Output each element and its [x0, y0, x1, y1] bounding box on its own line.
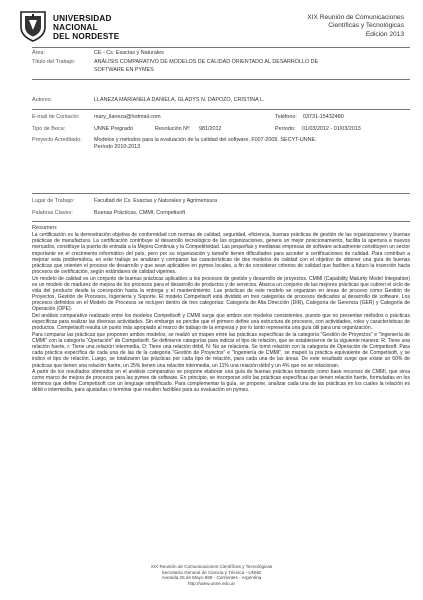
project-value-line2: Período 2010-2013	[94, 144, 141, 150]
area-value: CE - Cs. Exactas y Naturales	[94, 50, 164, 56]
title-label: Título del Trabajo:	[32, 59, 76, 65]
email-value: mary_llaneza@hotmail.com	[94, 114, 161, 120]
footer-line1: XIX Reunión de Comunicaciones Científicas y Tecnológicas	[150, 564, 273, 569]
footer-line4: http://www.unne.edu.ar	[188, 580, 235, 586]
phone-value: 03731-15432480	[303, 114, 344, 120]
abstract-paragraph: Del análisis comparativo realizado entre los modelos Competisoft y CMMI surge que ambos son modelos consistentes, puesto que no presentan métodos o prácticas específicas para realizar las diversas actividades. Sin embargo se percibe que el primero define una estructura de procesos, con actividades, roles y características de productos. Competisoft resulta un punto más apropiado al marco de trabajo de la empresa y por lo tanto representa una guía útil para una organización.	[32, 312, 410, 332]
event-title	[307, 14, 404, 39]
footer-line3: Avenida 25 de Mayo 868 - Corrientes - Argentina	[161, 575, 262, 581]
university-name-line2: NACIONAL	[53, 23, 98, 32]
area-label: Área:	[32, 50, 45, 56]
divider	[32, 193, 410, 194]
keywords-label: Palabras Claves:	[32, 210, 73, 216]
authors-label: Autores:	[32, 97, 53, 103]
authors-value: LLANEZA MARIANELA DANIELA, GLADYS N. DAPOZO, CRISTINA L.	[94, 97, 265, 103]
divider	[32, 79, 410, 80]
workplace-value: Facultad de Cs. Exactas y Naturales y Agrimensura	[94, 198, 218, 204]
workplace-label: Lugar de Trabajo:	[32, 198, 75, 204]
divider	[32, 109, 410, 110]
beca-label: Tipo de Beca:	[32, 126, 66, 132]
period-value: 01/03/2012 - 01/03/2013	[302, 126, 361, 132]
abstract-body	[32, 232, 410, 394]
email-label: E-mail de Contacto:	[32, 114, 80, 120]
resolution-value: 981/2012	[199, 126, 222, 132]
beca-value: UNNE Pregrado	[94, 126, 133, 132]
event-line3: Edición 2013	[365, 30, 404, 38]
university-name-line1: UNIVERSIDAD	[53, 14, 112, 23]
abstract-paragraph: Un modelo de calidad es un conjunto de buenas prácticas aplicables a los procesos de gestión y desarrollo de proyectos. CMMI (Capability Maturity Model Integration) es un modelo de madurez de mejora de los procesos para el desarrollo de productos y de servicios. Abarca un conjunto de las mejores prácticas que cubren el ciclo de vida del producto desde la concepción hasta la entrega y el mantenimiento. Las prácticas de este modelo se organizan en áreas de proceso como Gestión de Proyectos, Gestión de Procesos, Ingeniería y Soporte. El modelo Competisoft está dividido en tres categorías de procesos dedicados al desarrollo de software. Los procesos definidos en el Modelo de Procesos se incluyen dentro de tres categorías: Categoría de Alta Dirección (DIR), Categoría de Gerencia (GER) y Categoría de Operación (OPE).	[32, 275, 410, 313]
project-label: Proyecto Acreditado:	[32, 137, 82, 143]
abstract-paragraph: Para comparar las prácticas que proponen ambos modelos, se realizó un mapeo entre las prácticas específicas de la categoría "Gestión de Proyectos" e "Ingeniería de CMMI" con la categoría "Operación" de Competisoft. Se definieron categorías para indicar el tipo de relación, que se establecieron de la siguiente manera: R: Tiene una relación fuerte, r: Tiene una relación intermedia, D: Tiene una relación débil, N: No se relaciona. Se tomó relación con la categoría de Operación de Competisoft. Para cada práctica específica de cada una de las de la categoría "Gestión de Proyectos" e "Ingeniería de CMMI", se mapeó la práctica equivalente de Competisoft, y se indicó el tipo de relación. Luego, se totalizaron las prácticas por cada tipo de relación, para cada una de las áreas. De este resultado surge que existe un 60% de prácticas que tienen una relación fuerte, un 25% tienen una relación intermedia, un 11% una relación débil y un 4% que no se relacionan.	[32, 331, 410, 369]
project-value-line1: Modelos y métodos para la evaluación de la calidad del software. F007-2009. SECYT-UNNE.	[94, 137, 317, 143]
divider	[32, 221, 410, 222]
page-header	[18, 10, 408, 46]
keywords-value: Buenas Prácticas, CMMI, Competisoft	[94, 210, 186, 216]
period-label: Período:	[275, 126, 296, 132]
event-line1: XIX Reunión de Comunicaciones	[307, 14, 404, 21]
abstract-label: Resumen:	[32, 225, 58, 231]
university-seal-icon	[18, 10, 48, 42]
page-footer	[0, 564, 423, 586]
abstract-paragraph: A partir de los resultados obtenidos en el análisis comparativo se propone elaborar una guía de buenas prácticas tomando como base recursos de CMMI, que sirva como marco de mejora de procesos para las pymes de software. En principio, se incorporan sólo las prácticas específicas que tienen relación fuerte, formuladas en los términos que define Competisoft con un lenguaje simplificado. Para complementar la guía, se propone, analizar cada una de las prácticas en los cuales la relación es débil o intermedia, para ajustarlas o terminar que resulten factibles para su evaluación en pymes.	[32, 368, 410, 394]
event-line2: Científicas y Tecnológicas	[328, 22, 404, 30]
resolution-label: Resolución Nº:	[155, 126, 191, 132]
abstract-paragraph: La certificación es la demostración objetiva de conformidad con normas de calidad, seguridad, eficiencia, buenas prácticas de gestión de las organizaciones y buenas prácticas de manufactura. La certificación contribuye al desarrollo tecnológico de las organizaciones, genera un mejor posicionamiento, facilita la apertura a nuevos mercados, constituye la puerta de entrada a la Mejora Continua y la Competitividad. Las pequeñas y medianas empresas de software actualmente constituyen un sector importante en el crecimiento informático del país, pero por su organización y tamaño tienen dificultades para acceder a certificaciones de calidad. Para contribuir a mejorar esta problemática, en este trabajo se analizan y comparan las características de dos modelos de calidad con el objetivo de obtener una guía de buenas prácticas que orienten el proceso de desarrollo y que sean aplicables en pymes locales, a fin de considerar criterios de calidad que faciliten a futuro la inserción hacia procesos de certificación, según estándares de calidad vigentes.	[32, 232, 410, 276]
title-value-line2: SOFTWARE EN PYMES	[94, 67, 154, 73]
footer-line2: Secretaría General de Ciencia y Técnica - UNNE	[161, 569, 262, 575]
university-logo-text	[53, 14, 119, 41]
university-name-line3: DEL NORDESTE	[53, 32, 120, 41]
title-value-line1: ANÁLISIS COMPARATIVO DE MODELOS DE CALIDAD ORIENTADO AL DESARROLLO DE	[94, 59, 319, 65]
divider	[32, 47, 410, 48]
phone-label: Teléfono:	[275, 114, 297, 120]
